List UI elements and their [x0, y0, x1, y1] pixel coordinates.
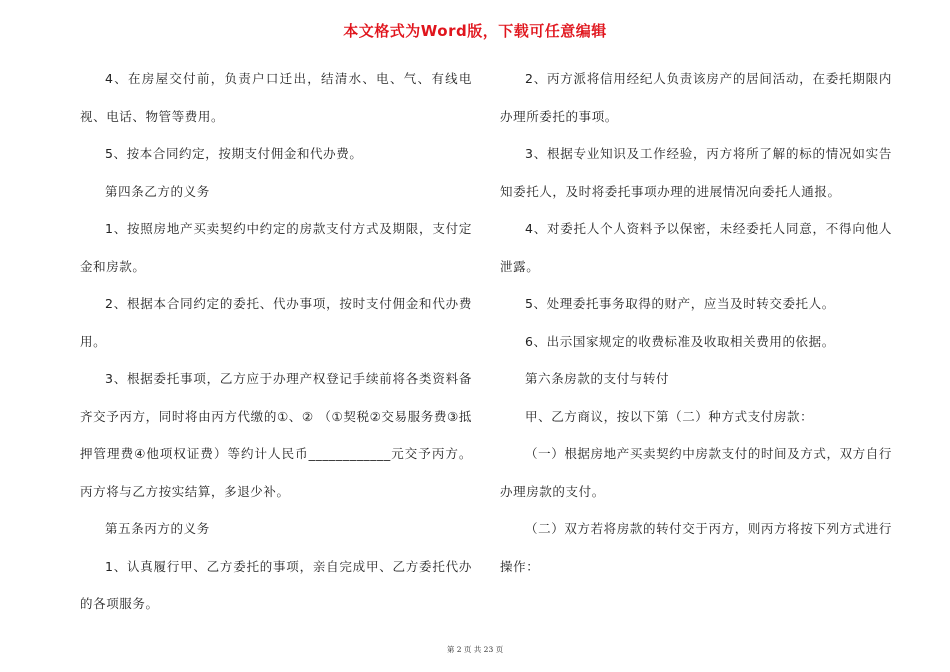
paragraph: 1、按照房地产买卖契约中约定的房款支付方式及期限，支付定金和房款。	[80, 221, 472, 274]
paragraph: 3、根据委托事项，乙方应于办理产权登记手续前将各类资料备齐交予丙方，同时将由丙方代缴的①、② （①契税②交易服务费③抵押管理费④他项权证费）等约计人民币____________元交予丙方。丙方将与乙方按实结算，多退少补。	[80, 371, 472, 499]
section-heading: 第四条乙方的义务	[105, 183, 210, 199]
paragraph: 2、丙方派将信用经纪人负责该房产的居间活动，在委托期限内办理所委托的事项。	[500, 71, 892, 124]
paragraph: 4、对委托人个人资料予以保密，未经委托人同意，不得向他人泄露。	[500, 221, 892, 274]
left-column	[80, 60, 472, 623]
paragraph: （一）根据房地产买卖契约中房款支付的时间及方式，双方自行办理房款的支付。	[500, 446, 892, 499]
paragraph: 5、处理委托事务取得的财产，应当及时转交委托人。	[525, 296, 835, 311]
paragraph: 3、根据专业知识及工作经验，丙方将所了解的标的情况如实告知委托人，及时将委托事项办理的进展情况向委托人通报。	[500, 146, 892, 199]
paragraph: 6、出示国家规定的收费标准及收取相关费用的依据。	[525, 333, 835, 349]
section-heading: 第五条丙方的义务	[105, 521, 210, 536]
paragraph: 2、根据本合同约定的委托、代办事项，按时支付佣金和代办费用。	[80, 296, 472, 349]
paragraph: 甲、乙方商议，按以下第（二）种方式支付房款：	[525, 408, 814, 424]
document-banner: 本文格式为Word版，下载可任意编辑	[343, 22, 607, 40]
section-heading: 第六条房款的支付与转付	[525, 371, 670, 386]
page-number: 第 2 页 共 23 页	[446, 645, 504, 654]
paragraph: 1、认真履行甲、乙方委托的事项，亲自完成甲、乙方委托代办的各项服务。	[80, 558, 472, 611]
paragraph: 4、在房屋交付前，负责户口迁出，结清水、电、气、有线电视、电话、物管等费用。	[80, 71, 472, 124]
paragraph: 5、按本合同约定，按期支付佣金和代办费。	[105, 146, 363, 161]
paragraph: （二）双方若将房款的转付交于丙方，则丙方将按下列方式进行操作：	[500, 521, 892, 574]
right-column	[500, 60, 892, 585]
